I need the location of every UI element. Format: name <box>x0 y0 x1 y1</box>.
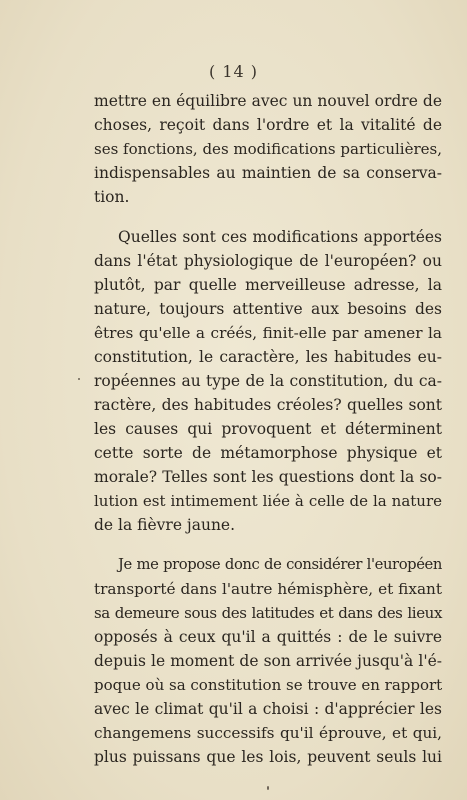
text-line: changemens successifs qu'il éprouve, et qui, <box>94 724 442 742</box>
text-line: choses, reçoit dans l'ordre et la vitalité de <box>94 116 442 134</box>
paper-speck <box>78 378 80 380</box>
text-line: transporté dans l'autre hémisphère, et fixant <box>94 580 442 598</box>
text-line: Quelles sont ces modifications apportées <box>118 228 442 246</box>
text-line: indispensables au maintien de sa conserva- <box>94 164 442 182</box>
text-line: depuis le moment de son arrivée jusqu'à l'é- <box>94 652 442 670</box>
text-line: plus puissans que les lois, peuvent seuls lui <box>94 748 442 766</box>
text-line: opposés à ceux qu'il a quittés : de le suivre <box>94 628 442 646</box>
text-line: plutôt, par quelle merveilleuse adresse, la <box>94 276 442 294</box>
text-line: lution est intimement liée à celle de la nature <box>94 492 442 510</box>
text-line: tion. <box>94 188 130 206</box>
text-line: nature, toujours attentive aux besoins des <box>94 300 442 318</box>
paper-speck <box>267 786 269 790</box>
text-line: les causes qui provoquent et déterminent <box>94 420 442 438</box>
paragraph-gap <box>94 209 442 225</box>
text-line: ropéennes au type de la constitution, du ca- <box>94 372 442 390</box>
text-line: mettre en équilibre avec un nouvel ordre de <box>94 92 442 110</box>
paragraph-gap <box>94 537 442 553</box>
text-line: poque où sa constitution se trouve en rapport <box>94 676 443 694</box>
text-line: cette sorte de métamorphose physique et <box>94 444 442 462</box>
text-line: avec le climat qu'il a choisi : d'apprécier les <box>94 700 442 718</box>
text-line: ractère, des habitudes créoles? quelles sont <box>94 396 442 414</box>
page-number: ( 14 ) <box>208 62 258 81</box>
text-line: constitution, le caractère, les habitudes eu- <box>94 348 442 366</box>
text-line: êtres qu'elle a créés, finit-elle par amener la <box>94 324 442 342</box>
text-line: sa demeure sous des latitudes et dans des lieux <box>94 604 442 622</box>
text-line: morale? Telles sont les questions dont la so- <box>94 468 442 486</box>
text-line: dans l'état physiologique de l'européen? ou <box>94 252 442 270</box>
text-line: ses fonctions, des modifications particulières, <box>94 140 442 158</box>
body-text <box>94 89 442 769</box>
text-line: de la fièvre jaune. <box>94 516 236 534</box>
text-line: Je me propose donc de considérer l'européen <box>118 556 442 573</box>
